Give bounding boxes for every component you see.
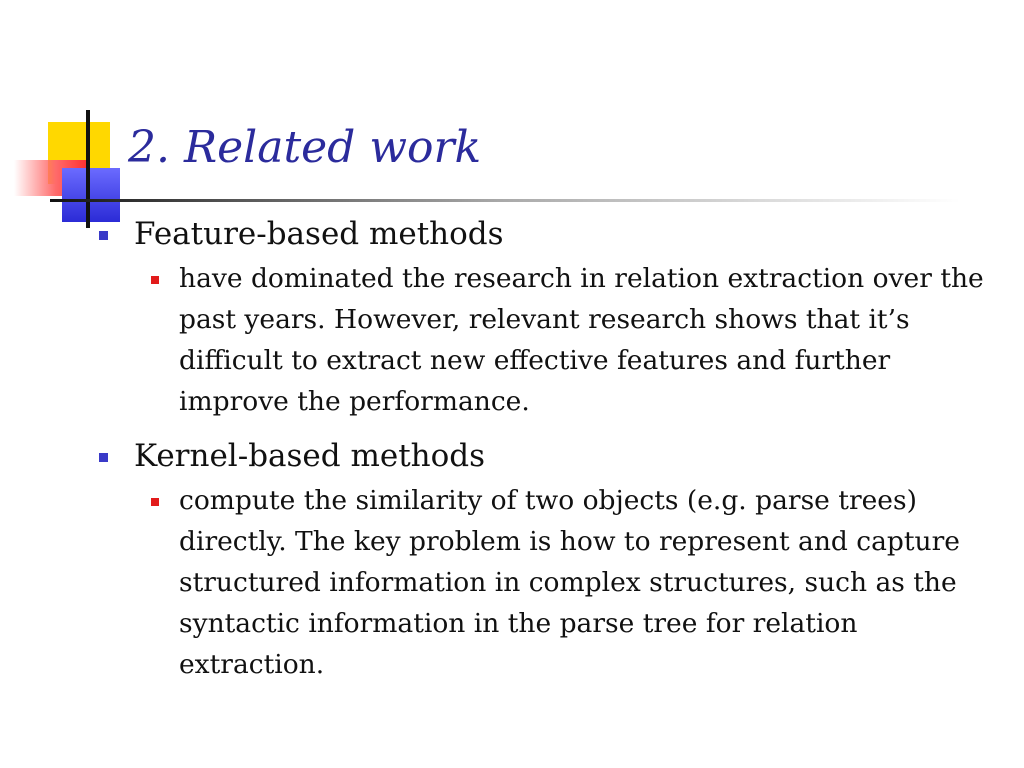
decor-vertical-line <box>86 110 90 228</box>
bullet-label: Kernel-based methods <box>134 438 486 474</box>
square-bullet-icon <box>151 498 159 506</box>
bullet-label: Feature-based methods <box>134 216 504 252</box>
square-bullet-icon <box>151 276 159 284</box>
square-bullet-icon <box>99 453 108 462</box>
sub-bullet-text: have dominated the research in relation extraction over the past years. However, relevant research shows that it’s difficult to extract new effective features and further improve the performance. <box>179 263 984 417</box>
slide-content <box>96 212 1006 697</box>
bullet-feature-based <box>96 212 1006 256</box>
sub-bullet-kernel-based <box>96 480 1006 685</box>
sub-bullet-text: compute the similarity of two objects (e.g. parse trees) directly. The key problem is how to represent and capture structured information in complex structures, such as the syntactic information in the parse tree for relation extraction. <box>179 485 960 680</box>
bullet-kernel-based <box>96 434 1006 478</box>
slide-title: 2. Related work <box>128 122 482 173</box>
sub-bullet-feature-based <box>96 258 1006 422</box>
square-bullet-icon <box>99 231 108 240</box>
title-underline-divider <box>50 199 960 202</box>
